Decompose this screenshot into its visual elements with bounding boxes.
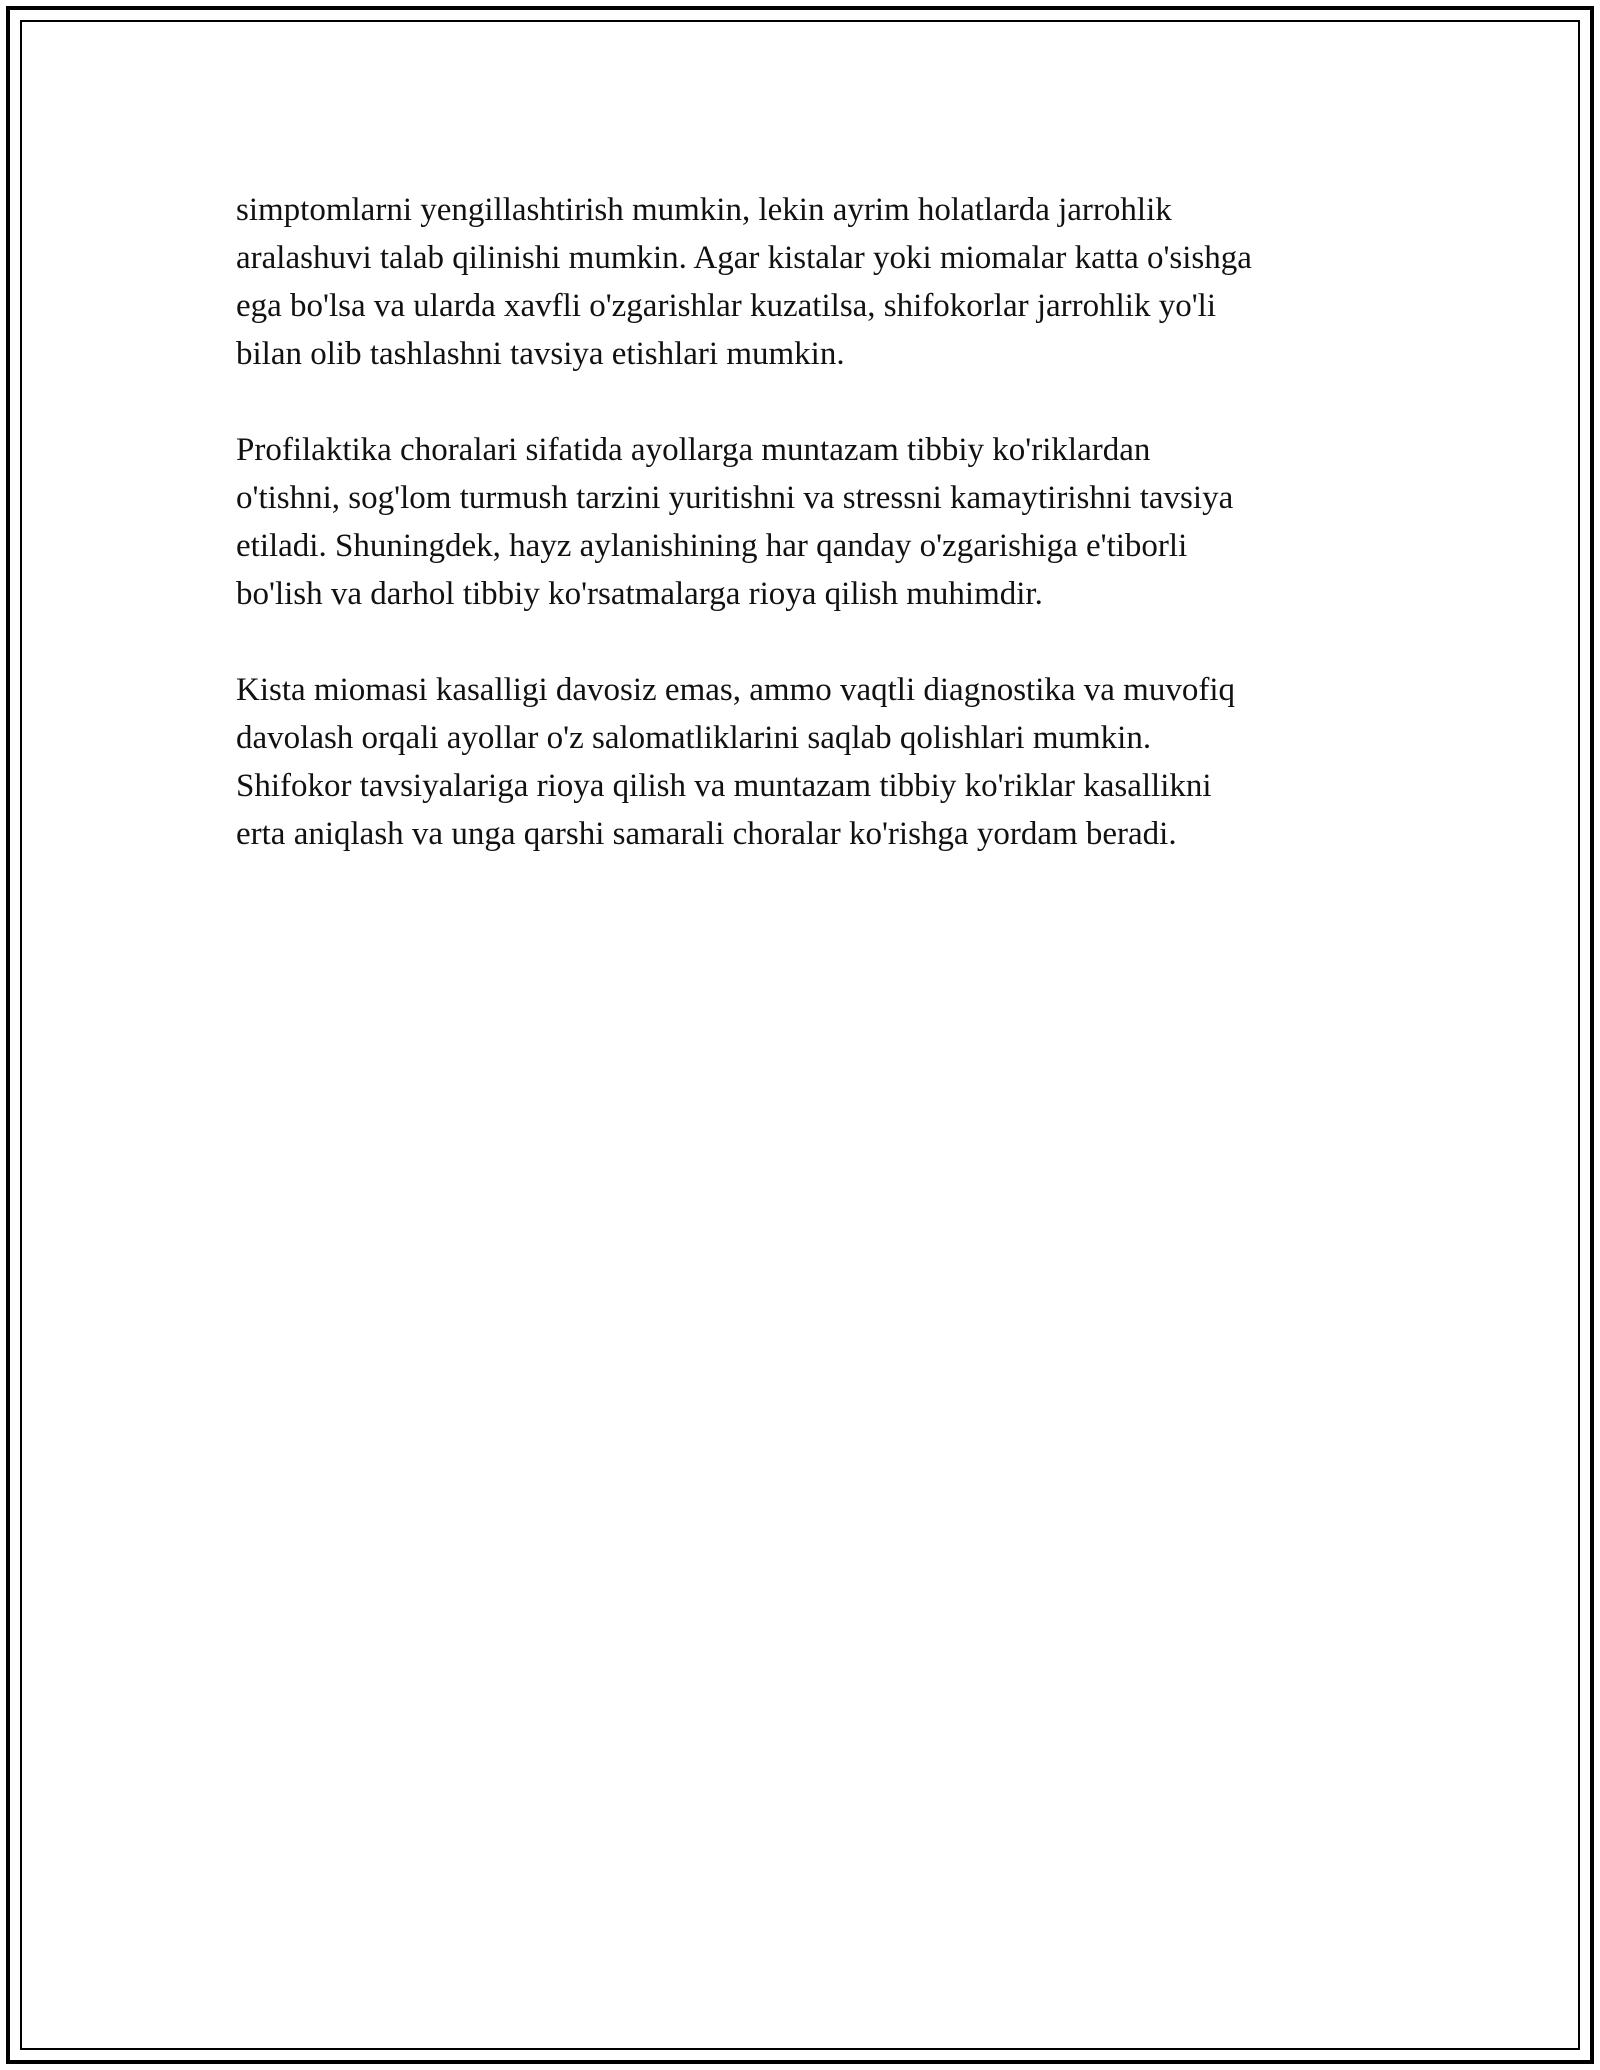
text-line: Shifokor tavsiyalariga rioya qilish va muntazam tibbiy ko'riklar kasallikni bbox=[236, 768, 1212, 804]
text-line: erta aniqlash va unga qarshi samarali choralar ko'rishga yordam beradi. bbox=[236, 816, 1177, 852]
text-line: Kista miomasi kasalligi davosiz emas, ammo vaqtli diagnostika va muvofiq bbox=[236, 672, 1235, 708]
paragraph-1 bbox=[236, 186, 1416, 378]
text-line: Profilaktika choralari sifatida ayollarga muntazam tibbiy ko'riklardan bbox=[236, 432, 1151, 468]
text-line: etiladi. Shuningdek, hayz aylanishining har qanday o'zgarishiga e'tiborli bbox=[236, 528, 1188, 564]
text-line: simptomlarni yengillashtirish mumkin, lekin ayrim holatlarda jarrohlik bbox=[236, 192, 1172, 228]
text-line: bo'lish va darhol tibbiy ko'rsatmalarga rioya qilish muhimdir. bbox=[236, 576, 1043, 612]
text-line: ega bo'lsa va ularda xavfli o'zgarishlar kuzatilsa, shifokorlar jarrohlik yo'li bbox=[236, 288, 1217, 324]
text-line: aralashuvi talab qilinishi mumkin. Agar kistalar yoki miomalar katta o'sishga bbox=[236, 240, 1252, 276]
text-line: bilan olib tashlashni tavsiya etishlari mumkin. bbox=[236, 336, 845, 372]
text-line: davolash orqali ayollar o'z salomatliklarini saqlab qolishlari mumkin. bbox=[236, 720, 1152, 756]
page-content bbox=[236, 186, 1416, 906]
paragraph-2 bbox=[236, 426, 1416, 618]
paragraph-3 bbox=[236, 666, 1416, 858]
text-line: o'tishni, sog'lom turmush tarzini yuritishni va stressni kamaytirishni tavsiya bbox=[236, 480, 1234, 516]
